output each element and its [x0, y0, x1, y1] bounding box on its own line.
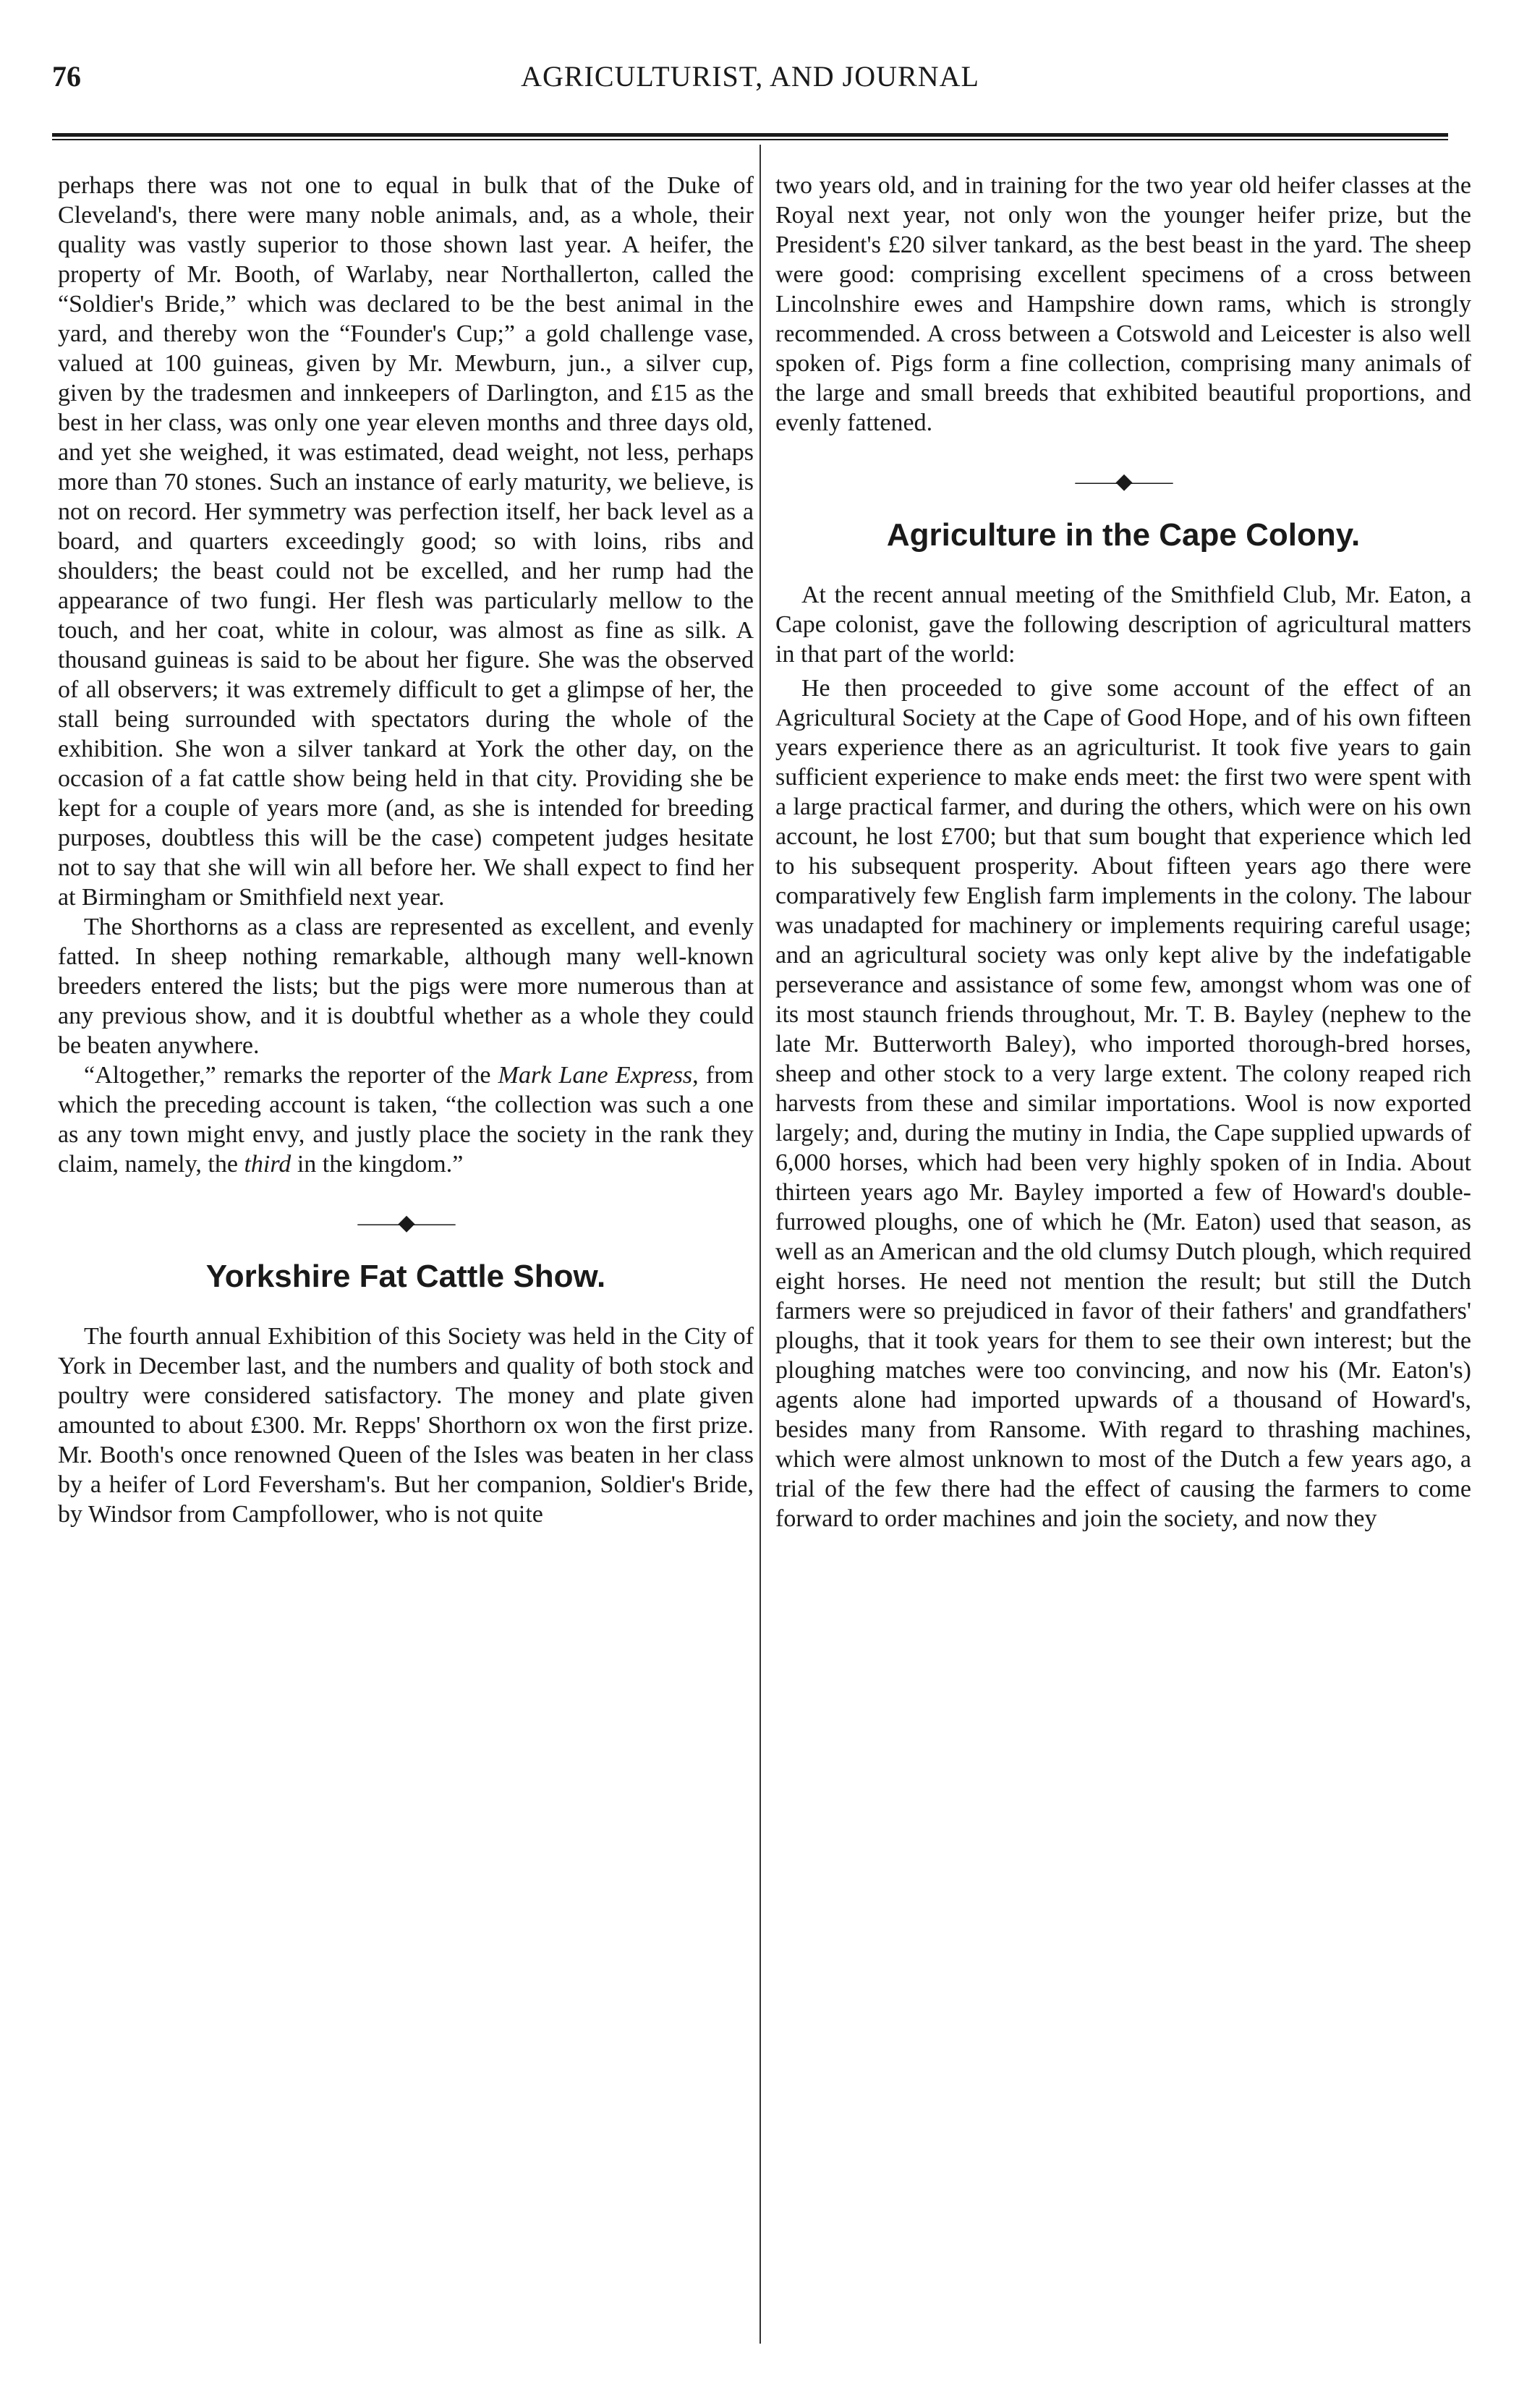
right-column [775, 171, 1471, 1533]
quote-paragraph [58, 1060, 754, 1179]
left-column [58, 171, 754, 1529]
article-paragraph: He then proceeded to give some account of the effect of an Agricultural Society at the Cape of Good Hope, and of his own fifteen years experience there as an agriculturist. It took five years to gain sufficient experience to make ends meet: the first two were spent with a large practical farmer, and during the others, which were on his own account, he lost £700; but that sum bought that experience which led to his subsequent prosperity. About fifteen years ago there were comparatively few English farm implements in the colony. The labour was unadapted for machinery or implements requiring careful usage; and an agricultural society was only kept alive by the indefatigable perseverance and assistance of some few, amongst whom was one of its most staunch friends throughout, Mr. T. B. Bayley (nephew to the late Mr. Butterworth Baley), who imported thorough-bred horses, sheep and other stock to a very large extent. The colony reaped rich harvests from these and similar importations. Wool is now exported largely; and, during the mutiny in India, the Cape supplied upwards of 6,000 horses, which had been very highly spoken of in India. About thirteen years ago Mr. Bayley imported a few of Howard's double-furrowed ploughs, one of which he (Mr. Eaton) used that season, as well as an American and the old clumsy Dutch plough, which required eight horses. He need not mention the result; but still the Dutch farmers were so prejudiced in favor of their fathers' and grandfathers' ploughs, that it took years for them to see their own interest; but the ploughing matches were too convincing, and now his (Mr. Eaton's) agents alone had imported upwards of a thousand of Howard's, besides many from Ransome. With regard to thrashing machines, which were almost unknown to most of the Dutch a few years ago, a trial of the few there had the effect of causing the farmers to come forward to order machines and join the society, and now they [775, 675, 1471, 1532]
running-title: AGRICULTURIST, AND JOURNAL [521, 60, 979, 93]
header-rule-thin [52, 139, 1448, 140]
article-paragraph: two years old, and in training for the two year old heifer classes at the Royal next year, not only won the younger heifer prize, but the President's £20 silver tankard, as the best beast in the yard. The sheep were good: comprising excellent specimens of a cross between Lincolnshire ewes and Hampshire down rams, which is strongly recommended. A cross between a Cotswold and Leicester is also well spoken of. Pigs form a fine collection, comprising many animals of the large and small breeds that exhibited beautiful proportions, and evenly fattened. [775, 172, 1471, 436]
quote-text: “Altogether,” remarks the reporter of the [84, 1062, 498, 1089]
quote-text: , from which the preceding account is taken, “the collection was such a one as any town might envy, and justly place the society in the rank they claim, namely, the [58, 1062, 754, 1178]
column-separator [760, 145, 761, 2344]
article-paragraph: The Shorthorns as a class are represented as excellent, and evenly fatted. In sheep nothing remarkable, although many well-known breeders entered the lists; but the pigs were more numerous than at any previous show, and it is doubtful whether as a whole they could be beaten anywhere. [58, 914, 754, 1059]
section-title-yorkshire: Yorkshire Fat Cattle Show. [205, 1259, 606, 1294]
article-paragraph: perhaps there was not one to equal in bulk that of the Duke of Cleveland's, there were many noble animals, and, as a whole, their quality was vastly superior to those shown last year. A heifer, the property of Mr. Booth, of Warlaby, near Northallerton, called the “Soldier's Bride,” which was declared to be the best animal in the yard, and thereby won the “Founder's Cup;” a gold challenge vase, valued at 100 guineas, given by Mr. Mewburn, jun., a silver cup, given by the tradesmen and innkeepers of Darlington, and £15 as the best in her class, was only one year eleven months and three days old, and yet she weighed, it was estimated, dead weight, not less, perhaps more than 70 stones. Such an instance of early maturity, we believe, is not on record. Her symmetry was perfection itself, her back level as a board, and quarters exceedingly good; so with loins, ribs and shoulders; the beast could not be excelled, and her rump had the appearance of two fungi. Her flesh was particularly mellow to the touch, and her coat, white in colour, was almost as fine as silk. A thousand guineas is said to be about her figure. She was the observed of all observers; it was extremely difficult to get a glimpse of her, the stall being surrounded with spectators during the whole of the exhibition. She won a silver tankard at York the other day, on the occasion of a fat cattle show being held in that city. Providing she be kept for a couple of years more (and, as she is intended for breeding purposes, doubtless this will be the case) competent judges hesitate not to say that she will win all before her. We shall expect to find her at Birmingham or Smithfield next year. [58, 172, 754, 911]
article-paragraph: The fourth annual Exhibition of this Society was held in the City of York in December last, and the numbers and quality of both stock and poultry were considered satisfactory. The money and plate given amounted to about £300. Mr. Repps' Shorthorn ox won the first prize. Mr. Booth's once renowned Queen of the Isles was beaten in her class by a heifer of Lord Feversham's. But her companion, Soldier's Bride, by Windsor from Campfollower, who is not quite [58, 1323, 754, 1528]
section-divider: ——◆—— [1075, 469, 1172, 493]
quote-text: in the kingdom.” [291, 1151, 464, 1178]
page-number: 76 [52, 60, 81, 93]
quote-rank: third [244, 1151, 292, 1178]
header-rule-thick [52, 133, 1448, 137]
article-paragraph: At the recent annual meeting of the Smithfield Club, Mr. Eaton, a Cape colonist, gave the following description of agricultural matters in that part of the world: [775, 582, 1471, 668]
section-title-cape-colony: Agriculture in the Cape Colony. [886, 517, 1361, 553]
page-header [52, 59, 1448, 103]
section-divider: ——◆—— [357, 1211, 454, 1235]
quote-source: Mark Lane Express [498, 1062, 693, 1089]
